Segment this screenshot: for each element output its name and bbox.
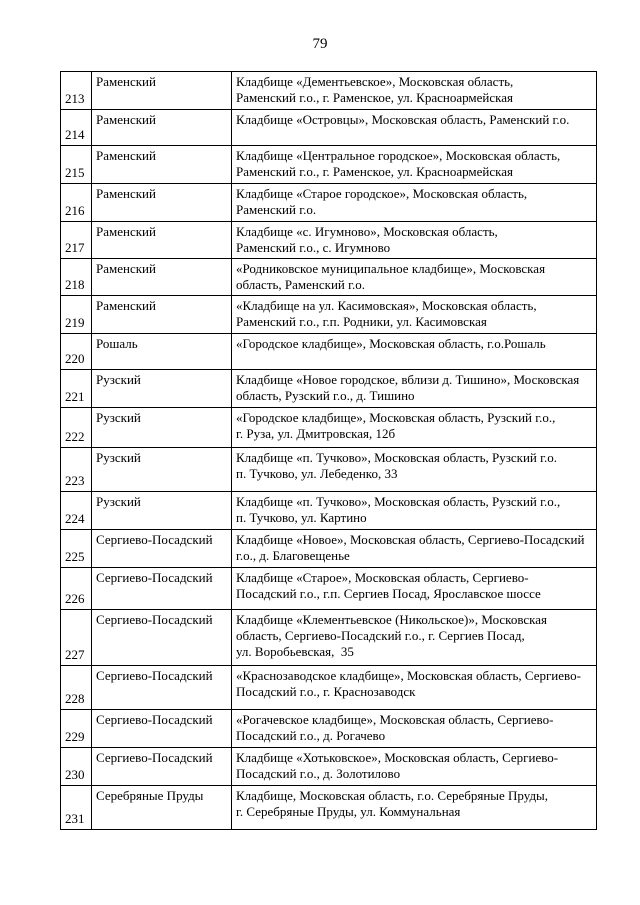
municipality-cell: Раменский bbox=[92, 296, 232, 334]
row-number: 226 bbox=[61, 568, 92, 610]
municipality-cell: Раменский bbox=[92, 222, 232, 259]
table-row bbox=[61, 334, 597, 370]
table-row bbox=[61, 786, 597, 830]
municipality-cell: Рузский bbox=[92, 408, 232, 448]
cemetery-cell bbox=[232, 334, 597, 370]
cemetery-cell bbox=[232, 666, 597, 710]
row-number: 228 bbox=[61, 666, 92, 710]
row-number: 231 bbox=[61, 786, 92, 830]
table-row bbox=[61, 370, 597, 408]
cemetery-line: область, Рузский г.о., д. Тишино bbox=[236, 388, 415, 403]
cemetery-cell bbox=[232, 184, 597, 222]
municipality-cell: Раменский bbox=[92, 184, 232, 222]
cemetery-line: Кладбище «Старое городское», Московская область, bbox=[236, 186, 528, 201]
cemetery-cell bbox=[232, 710, 597, 748]
cemetery-cell bbox=[232, 72, 597, 110]
municipality-cell: Раменский bbox=[92, 72, 232, 110]
cemetery-cell bbox=[232, 748, 597, 786]
cemetery-cell bbox=[232, 296, 597, 334]
cemetery-cell bbox=[232, 222, 597, 259]
row-number: 221 bbox=[61, 370, 92, 408]
cemetery-line: Кладбище «п. Тучково», Московская область, Рузский г.о., bbox=[236, 494, 561, 509]
cemetery-line: «Рогачевское кладбище», Московская область, Сергиево- bbox=[236, 712, 554, 727]
cemetery-cell bbox=[232, 568, 597, 610]
cemetery-line: Кладбище «Дементьевское», Московская область, bbox=[236, 74, 514, 89]
cemetery-cell bbox=[232, 110, 597, 146]
cemetery-line: Посадский г.о., г.п. Сергиев Посад, Ярославское шоссе bbox=[236, 586, 541, 601]
cemetery-line: область, Сергиево-Посадский г.о., г. Сергиев Посад, bbox=[236, 628, 525, 643]
cemetery-line: Кладбище «п. Тучково», Московская область, Рузский г.о. bbox=[236, 450, 557, 465]
cemetery-cell bbox=[232, 370, 597, 408]
table-row bbox=[61, 72, 597, 110]
cemetery-line: г.о., д. Благовещенье bbox=[236, 548, 350, 563]
table-row bbox=[61, 568, 597, 610]
table-row bbox=[61, 610, 597, 666]
table-row bbox=[61, 748, 597, 786]
table-row bbox=[61, 448, 597, 492]
cemetery-line: Кладбище «Новое городское, вблизи д. Тишино», Московская bbox=[236, 372, 580, 387]
table-row bbox=[61, 530, 597, 568]
row-number: 229 bbox=[61, 710, 92, 748]
cemetery-line: Посадский г.о., д. Рогачево bbox=[236, 728, 386, 743]
municipality-cell: Сергиево-Посадский bbox=[92, 610, 232, 666]
cemetery-cell bbox=[232, 259, 597, 296]
cemetery-line: г. Серебряные Пруды, ул. Коммунальная bbox=[236, 804, 461, 819]
row-number: 214 bbox=[61, 110, 92, 146]
municipality-cell: Сергиево-Посадский bbox=[92, 666, 232, 710]
table-row bbox=[61, 408, 597, 448]
row-number: 218 bbox=[61, 259, 92, 296]
cemetery-cell bbox=[232, 492, 597, 530]
cemetery-line: ул. Воробьевская, 35 bbox=[236, 644, 354, 659]
row-number: 222 bbox=[61, 408, 92, 448]
municipality-cell: Раменский bbox=[92, 110, 232, 146]
cemetery-line: «Городское кладбище», Московская область, г.о.Рошаль bbox=[236, 336, 546, 351]
cemetery-line: п. Тучково, ул. Лебеденко, 33 bbox=[236, 466, 398, 481]
table-row bbox=[61, 710, 597, 748]
municipality-cell: Рузский bbox=[92, 492, 232, 530]
cemetery-line: «Кладбище на ул. Касимовская», Московская область, bbox=[236, 298, 537, 313]
municipality-cell: Раменский bbox=[92, 259, 232, 296]
page-number: 79 bbox=[312, 36, 328, 52]
municipality-cell: Сергиево-Посадский bbox=[92, 568, 232, 610]
cemetery-cell bbox=[232, 146, 597, 184]
municipality-cell: Рошаль bbox=[92, 334, 232, 370]
cemetery-line: Кладбище «Хотьковское», Московская область, Сергиево- bbox=[236, 750, 559, 765]
municipality-cell: Сергиево-Посадский bbox=[92, 530, 232, 568]
table-row bbox=[61, 222, 597, 259]
cemetery-line: Раменский г.о., г. Раменское, ул. Красноармейская bbox=[236, 164, 513, 179]
table-row bbox=[61, 259, 597, 296]
cemetery-line: «Краснозаводское кладбище», Московская область, Сергиево- bbox=[236, 668, 581, 683]
cemetery-line: Раменский г.о., с. Игумново bbox=[236, 240, 391, 255]
row-number: 220 bbox=[61, 334, 92, 370]
cemetery-line: Раменский г.о. bbox=[236, 202, 317, 217]
cemetery-cell bbox=[232, 786, 597, 830]
table-row bbox=[61, 146, 597, 184]
row-number: 230 bbox=[61, 748, 92, 786]
table-row bbox=[61, 184, 597, 222]
cemetery-line: «Родниковское муниципальное кладбище», Московская bbox=[236, 261, 546, 276]
cemetery-line: Раменский г.о., г.п. Родники, ул. Касимовская bbox=[236, 314, 487, 329]
table-row bbox=[61, 110, 597, 146]
cemetery-cell bbox=[232, 408, 597, 448]
cemetery-line: Кладбище, Московская область, г.о. Серебряные Пруды, bbox=[236, 788, 549, 803]
row-number: 215 bbox=[61, 146, 92, 184]
row-number: 224 bbox=[61, 492, 92, 530]
table-row bbox=[61, 492, 597, 530]
municipality-cell: Рузский bbox=[92, 370, 232, 408]
cemetery-line: Кладбище «Клементьевское (Никольское)», Московская bbox=[236, 612, 548, 627]
cemetery-cell bbox=[232, 610, 597, 666]
cemetery-line: Кладбище «Центральное городское», Московская область, bbox=[236, 148, 561, 163]
cemetery-line: Посадский г.о., г. Краснозаводск bbox=[236, 684, 416, 699]
municipality-cell: Сергиево-Посадский bbox=[92, 710, 232, 748]
cemetery-line: г. Руза, ул. Дмитровская, 12б bbox=[236, 426, 396, 441]
row-number: 216 bbox=[61, 184, 92, 222]
cemetery-line: Кладбище «Островцы», Московская область, Раменский г.о. bbox=[236, 112, 570, 127]
cemetery-registry-table bbox=[60, 71, 597, 830]
municipality-cell: Сергиево-Посадский bbox=[92, 748, 232, 786]
municipality-cell: Рузский bbox=[92, 448, 232, 492]
row-number: 223 bbox=[61, 448, 92, 492]
table-row bbox=[61, 666, 597, 710]
table-row bbox=[61, 296, 597, 334]
municipality-cell: Раменский bbox=[92, 146, 232, 184]
cemetery-cell bbox=[232, 448, 597, 492]
cemetery-line: Раменский г.о., г. Раменское, ул. Красноармейская bbox=[236, 90, 513, 105]
row-number: 219 bbox=[61, 296, 92, 334]
cemetery-line: п. Тучково, ул. Картино bbox=[236, 510, 367, 525]
row-number: 217 bbox=[61, 222, 92, 259]
row-number: 225 bbox=[61, 530, 92, 568]
cemetery-line: область, Раменский г.о. bbox=[236, 277, 365, 292]
cemetery-line: Кладбище «Новое», Московская область, Сергиево-Посадский bbox=[236, 532, 585, 547]
cemetery-cell bbox=[232, 530, 597, 568]
cemetery-line: «Городское кладбище», Московская область, Рузский г.о., bbox=[236, 410, 556, 425]
cemetery-line: Кладбище «с. Игумново», Московская область, bbox=[236, 224, 498, 239]
municipality-cell: Серебряные Пруды bbox=[92, 786, 232, 830]
row-number: 213 bbox=[61, 72, 92, 110]
cemetery-line: Посадский г.о., д. Золотилово bbox=[236, 766, 401, 781]
registry-body bbox=[61, 72, 597, 830]
cemetery-line: Кладбище «Старое», Московская область, Сергиево- bbox=[236, 570, 529, 585]
row-number: 227 bbox=[61, 610, 92, 666]
